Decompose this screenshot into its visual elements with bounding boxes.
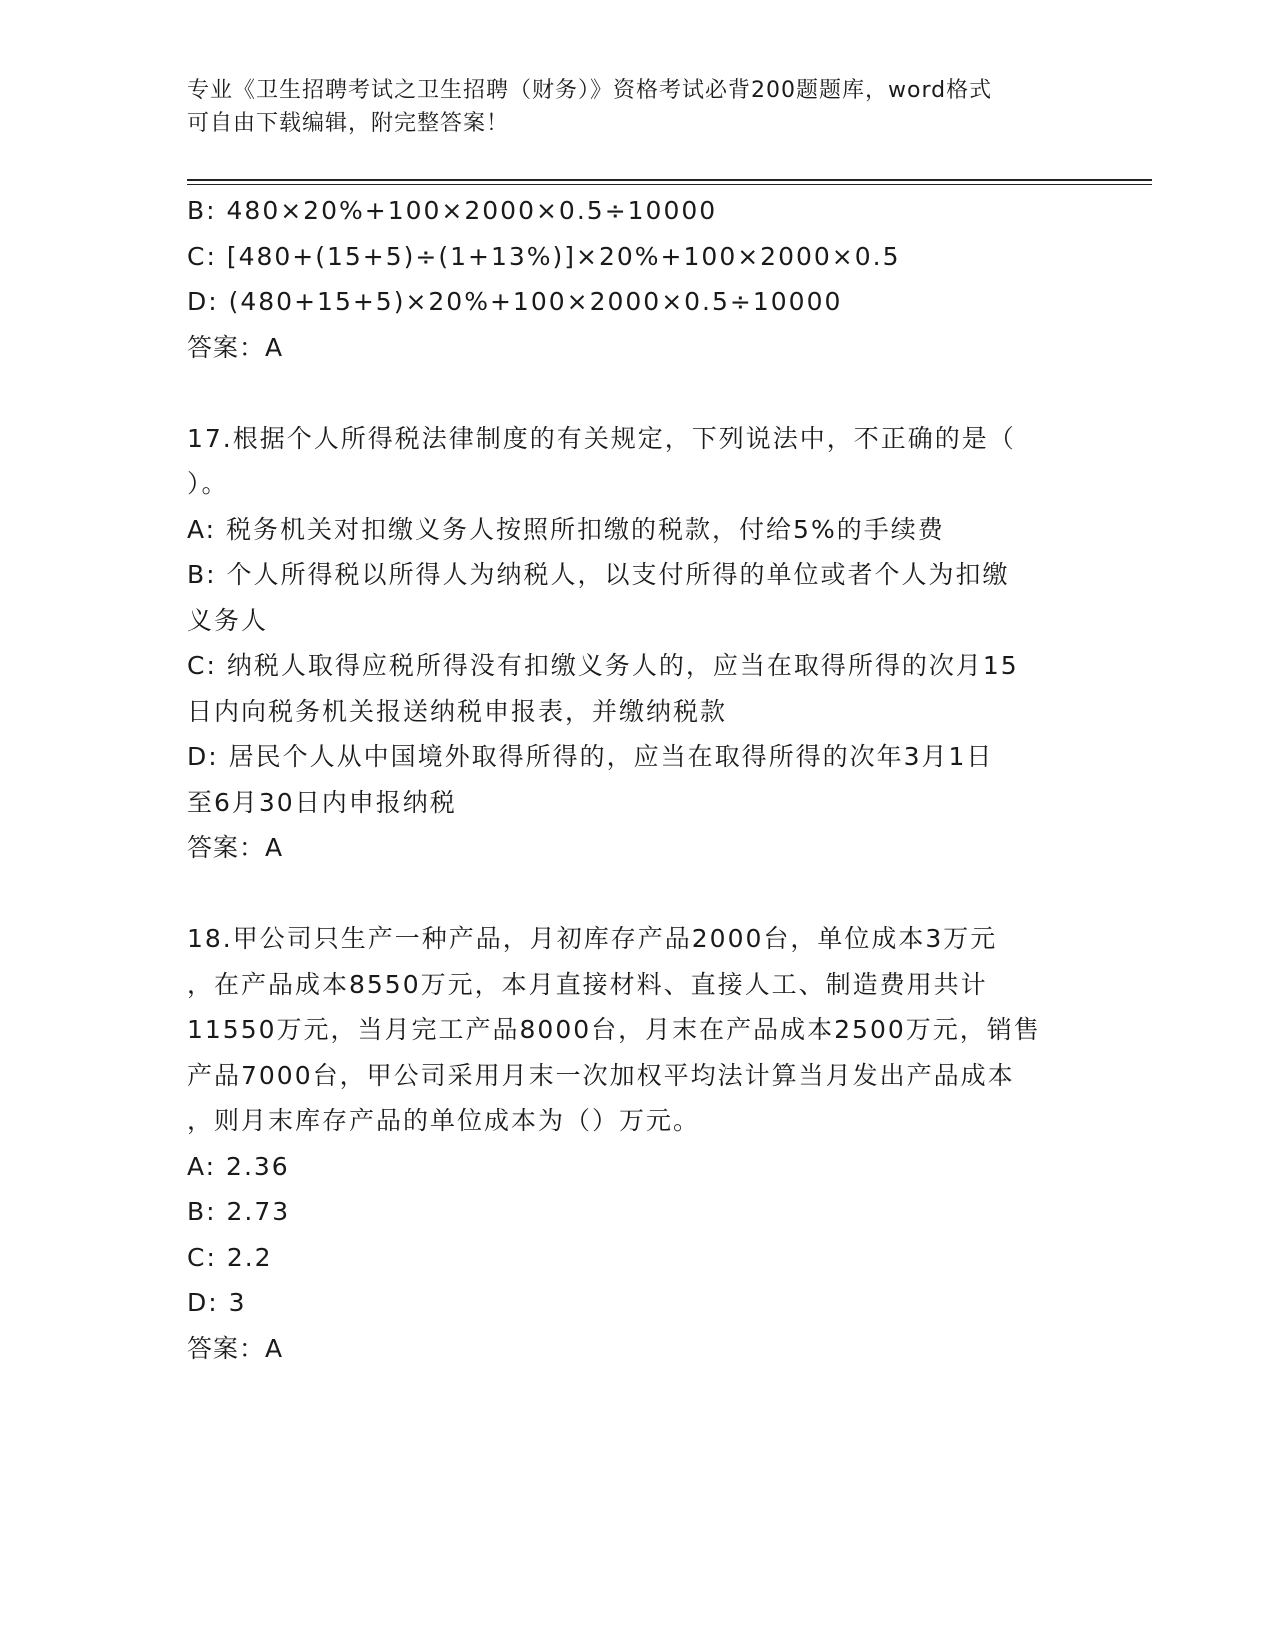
option-d: D: (480+15+5)×20%+100×2000×0.5÷10000 xyxy=(187,287,843,316)
question-stem: 18.甲公司只生产一种产品，月初库存产品2000台，单位成本3万元 xyxy=(187,924,998,953)
question-stem-continued: ）。 xyxy=(187,469,229,498)
option-d: D: 3 xyxy=(187,1288,247,1317)
question-stem-continued: 产品7000台，甲公司采用月末一次加权平均法计算当月发出产品成本 xyxy=(187,1060,1015,1090)
spacer xyxy=(187,370,1087,416)
option-c-continued: 日内向税务机关报送纳税申报表，并缴纳税款 xyxy=(187,696,728,726)
option-d: D: 居民个人从中国境外取得所得的，应当在取得所得的次年3月1日 xyxy=(187,742,994,771)
option-c: C: 2.2 xyxy=(187,1242,273,1272)
header-line-1: 专业《卫生招聘考试之卫生招聘（财务）》资格考试必背200题题库，word格式 xyxy=(187,78,993,103)
header-line-2: 可自由下载编辑，附完整答案！ xyxy=(187,111,510,136)
question-18 xyxy=(187,916,1087,1371)
option-b: B: 480×20%+100×2000×0.5÷10000 xyxy=(187,196,718,225)
document-header xyxy=(187,74,1087,140)
question-stem: 17.根据个人所得税法律制度的有关规定，下列说法中，不正确的是（ xyxy=(187,423,1016,453)
option-c: C: [480+(15+5)÷(1+13%)]×20%+100×2000×0.5 xyxy=(187,241,901,271)
question-17 xyxy=(187,416,1087,871)
question-stem-continued: 11550万元，当月完工产品8000台，月末在产品成本2500万元，销售 xyxy=(187,1015,1041,1044)
option-b: B: 个人所得税以所得人为纳税人，以支付所得的单位或者个人为扣缴 xyxy=(187,560,1010,589)
option-a: A: 2.36 xyxy=(187,1151,290,1181)
spacer xyxy=(187,871,1087,917)
header-rule-thin xyxy=(187,184,1152,185)
option-a: A: 税务机关对扣缴义务人按照所扣缴的税款，付给5%的手续费 xyxy=(187,514,945,544)
option-c: C: 纳税人取得应税所得没有扣缴义务人的，应当在取得所得的次月15 xyxy=(187,651,1019,680)
answer-line: 答案：A xyxy=(187,833,284,862)
question-stem-continued: ，则月末库存产品的单位成本为（）万元。 xyxy=(187,1106,701,1135)
option-d-continued: 至6月30日内申报纳税 xyxy=(187,787,457,817)
option-b-continued: 义务人 xyxy=(187,605,269,635)
question-stem-continued: ，在产品成本8550万元，本月直接材料、直接人工、制造费用共计 xyxy=(187,969,988,999)
option-b: B: 2.73 xyxy=(187,1197,291,1226)
answer-line: 答案：A xyxy=(187,1333,284,1363)
document-body xyxy=(187,188,1087,1371)
question-16-continued xyxy=(187,188,1087,370)
answer-line: 答案：A xyxy=(187,332,284,362)
header-rule-thick xyxy=(187,179,1152,181)
